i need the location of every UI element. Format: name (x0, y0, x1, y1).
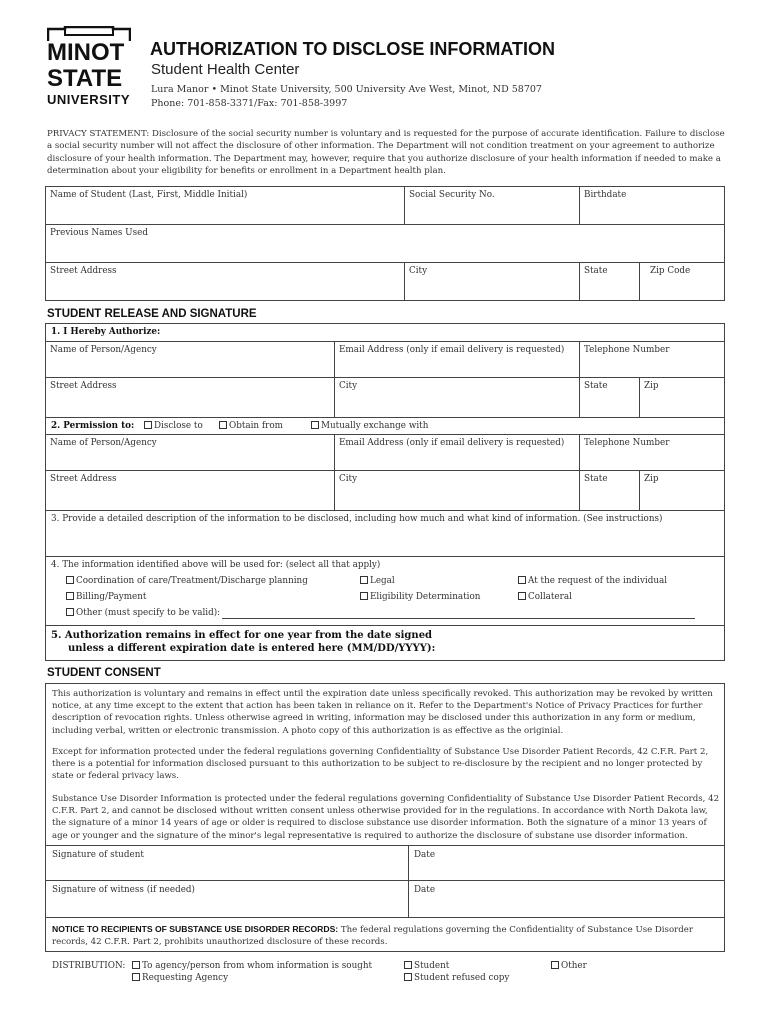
checkbox-icon[interactable] (66, 576, 74, 584)
previous-names-label: Previous Names Used (50, 228, 148, 238)
use-billing-label: Billing/Payment (76, 592, 147, 602)
distribution-requesting-option[interactable] (132, 973, 228, 984)
release-section-heading: STUDENT RELEASE AND SIGNATURE (47, 308, 257, 320)
expiration-field[interactable] (46, 626, 725, 660)
university-logo (45, 26, 135, 112)
disclose-to-label: Disclose to (154, 421, 203, 431)
checkbox-icon[interactable] (518, 576, 526, 584)
student-city-field[interactable] (405, 263, 580, 301)
authorize-email-label: Email Address (only if email delivery is requested) (339, 345, 565, 355)
permission-street-field[interactable] (46, 471, 335, 511)
use-coordination-label: Coordination of care/Treatment/Discharge planning (76, 576, 308, 586)
checkbox-icon[interactable] (66, 592, 74, 600)
ssn-label: Social Security No. (409, 190, 495, 200)
permission-zip-label: Zip (644, 474, 659, 484)
section-5-line2: unless a different expiration date is entered here (MM/DD/YYYY): (68, 643, 436, 654)
student-city-label: City (409, 266, 428, 276)
student-signature-label: Signature of student (52, 850, 144, 860)
distribution-refused-option[interactable] (404, 973, 509, 984)
consent-paragraph-1: This authorization is voluntary and remains in effect until the expiration date unless specifically revoked. This authorization may be revoked by written notice, at any time except to the extent that action has been taken in reliance on it. Refer to the Department's Notice of Privacy Practices for further description of revocation rights. Unless otherwise agreed in writing, information may be disclosed under this authorization in any form or medium, including verbal, written or electronic transmission. A photo copy of this authorization is as effective as the originial. (52, 689, 713, 736)
distribution-label: DISTRIBUTION: (52, 961, 126, 971)
authorize-zip-label: Zip (644, 381, 659, 391)
checkbox-icon[interactable] (219, 421, 227, 429)
student-street-field[interactable] (46, 263, 405, 301)
authorize-agency-label: Name of Person/Agency (50, 345, 157, 355)
authorize-city-field[interactable] (335, 378, 580, 418)
consent-paragraph-2: Except for information protected under the federal regulations governing Confidentiality of Substance Use Disorder Patient Records, 42 C.F.R. Part 2, there is a potential for information disclosed pursuant to this authorization to be subject to re-disclosure by the recipient and no longer protected by state or federal privacy laws. (52, 747, 709, 782)
section-2-row (46, 418, 725, 434)
student-signature-field[interactable] (52, 850, 402, 878)
distribution-requesting-label: Requesting Agency (142, 973, 229, 983)
authorize-phone-label: Telephone Number (584, 345, 670, 355)
section-4-text: 4. The information identified above will be used for: (select all that apply) (51, 560, 381, 570)
use-other-label: Other (must specify to be valid): (76, 608, 221, 618)
distribution-other-label: Other (561, 961, 587, 971)
permission-state-label: State (584, 474, 608, 484)
student-state-label: State (584, 266, 608, 276)
permission-phone-field[interactable] (580, 434, 725, 471)
disclose-to-option[interactable] (144, 421, 219, 432)
recipient-notice (52, 923, 722, 949)
section-2-title: 2. Permission to: (51, 421, 135, 431)
student-date-field[interactable] (414, 850, 714, 878)
student-zip-label: Zip Code (650, 266, 691, 276)
student-name-field[interactable] (46, 187, 405, 225)
distribution-refused-label: Student refused copy (414, 973, 510, 983)
permission-agency-label: Name of Person/Agency (50, 438, 157, 448)
permission-email-field[interactable] (335, 434, 580, 471)
witness-date-field[interactable] (414, 885, 714, 913)
birthdate-field[interactable] (580, 187, 725, 225)
obtain-from-label: Obtain from (229, 421, 283, 431)
checkbox-icon[interactable] (311, 421, 319, 429)
authorize-street-field[interactable] (46, 378, 335, 418)
authorize-email-field[interactable] (335, 341, 580, 378)
use-eligibility-option[interactable] (360, 592, 480, 603)
authorize-zip-field[interactable] (640, 378, 725, 418)
checkbox-icon[interactable] (551, 961, 559, 969)
ssn-field[interactable] (405, 187, 580, 225)
use-collateral-option[interactable] (518, 592, 572, 603)
student-state-field[interactable] (580, 263, 640, 301)
previous-names-field[interactable] (46, 225, 725, 263)
use-legal-label: Legal (370, 576, 395, 586)
logo-word-minot: MINOT (47, 39, 125, 66)
witness-signature-field[interactable] (52, 885, 402, 913)
distribution-agency-label: To agency/person from whom information is sought (142, 961, 373, 971)
use-coordination-option[interactable] (66, 576, 308, 587)
page-title: AUTHORIZATION TO DISCLOSE INFORMATION (150, 39, 555, 59)
checkbox-icon[interactable] (404, 973, 412, 981)
permission-phone-label: Telephone Number (584, 438, 670, 448)
student-street-label: Street Address (50, 266, 117, 276)
recipient-notice-text: The federal regulations governing the Confidentiality of Substance Use Disorder records, 42 C.F.R. Part 2, prohibits unauthorized disclosure of these records. (52, 925, 693, 948)
disclosure-description-field[interactable] (46, 511, 725, 557)
office-phone: Phone: 701-858-3371/Fax: 701-858-3997 (151, 98, 348, 109)
checkbox-icon[interactable] (132, 961, 140, 969)
logo-word-university: UNIVERSITY (47, 92, 131, 107)
authorize-city-label: City (339, 381, 358, 391)
witness-signature-label: Signature of witness (if needed) (52, 885, 195, 895)
birthdate-label: Birthdate (584, 190, 627, 200)
checkbox-icon[interactable] (132, 973, 140, 981)
use-legal-option[interactable] (360, 576, 395, 587)
student-name-label: Name of Student (Last, First, Middle Initial) (50, 190, 248, 200)
authorize-agency-field[interactable] (46, 341, 335, 378)
use-request-label: At the request of the individual (528, 576, 668, 586)
student-info-table (45, 186, 725, 301)
permission-street-label: Street Address (50, 474, 117, 484)
mutual-exchange-option[interactable] (311, 421, 428, 431)
checkbox-icon[interactable] (66, 608, 74, 616)
distribution-agency-option[interactable] (132, 961, 372, 972)
section-4-block (46, 557, 725, 626)
checkbox-icon[interactable] (404, 961, 412, 969)
logo-word-state: STATE (47, 65, 123, 92)
section-3-text: 3. Provide a detailed description of the information to be disclosed, including how much and what kind of information. (See instructions) (51, 514, 663, 524)
checkbox-icon[interactable] (518, 592, 526, 600)
section-1-title: 1. I Hereby Authorize: (51, 327, 161, 337)
distribution-other-option[interactable] (551, 961, 587, 972)
permission-city-field[interactable] (335, 471, 580, 511)
witness-date-label: Date (414, 885, 436, 895)
checkbox-icon[interactable] (144, 421, 152, 429)
checkbox-icon[interactable] (360, 576, 368, 584)
office-address: Lura Manor • Minot State University, 500 University Ave West, Minot, ND 58707 (151, 84, 542, 95)
divider (45, 917, 725, 918)
authorize-state-field[interactable] (580, 378, 640, 418)
use-other-option[interactable] (66, 608, 695, 619)
use-collateral-label: Collateral (528, 592, 572, 602)
use-request-option[interactable] (518, 576, 667, 587)
divider (45, 845, 725, 846)
authorize-state-label: State (584, 381, 608, 391)
page-subtitle: Student Health Center (151, 61, 300, 78)
consent-section-heading: STUDENT CONSENT (47, 667, 161, 679)
divider (408, 845, 409, 917)
divider (45, 880, 725, 881)
other-specify-line[interactable] (222, 618, 695, 619)
mutual-exchange-label: Mutually exchange with (321, 421, 429, 431)
release-table (45, 323, 725, 661)
authorize-phone-field[interactable] (580, 341, 725, 378)
privacy-statement: PRIVACY STATEMENT: Disclosure of the social security number is voluntary and is requested for the purpose of accurate identification. Failure to disclose a social security number will not affect the disclosure of other information. The Department will not condition treatment on your agreement to authorize disclosure of your health information. The Department may, however, require that you authorize disclosure of your health information if needed to make a determination about your eligibility for benefits or enrollment in a Department health plan. (47, 129, 725, 177)
use-eligibility-label: Eligibility Determination (370, 592, 481, 602)
permission-email-label: Email Address (only if email delivery is requested) (339, 438, 565, 448)
section-5-line1: 5. Authorization remains in effect for one year from the date signed (51, 630, 433, 641)
use-billing-option[interactable] (66, 592, 146, 603)
student-date-label: Date (414, 850, 436, 860)
distribution-student-option[interactable] (404, 961, 449, 972)
checkbox-icon[interactable] (360, 592, 368, 600)
recipient-notice-title: NOTICE TO RECIPIENTS OF SUBSTANCE USE DISORDER RECORDS: (52, 924, 339, 934)
consent-paragraph-3: Substance Use Disorder Information is protected under the federal regulations governing Confidentiality of Substance Use Disorder Patient Records, 42 C.F.R. Part 2, and cannot be disclosed without written consent unless otherwise provided for in the regulations. In accordance with North Dakota law, the signature of a minor 14 years of age or older is required to disclose substance use disorder information. Both the signature of a minor 13 years of age or younger and the signature of the minor's legal representative is required to authorize the disclosure of substane use disorder information. (52, 794, 720, 841)
student-zip-field[interactable] (640, 263, 725, 301)
obtain-from-option[interactable] (219, 421, 311, 432)
permission-agency-field[interactable] (46, 434, 335, 471)
distribution-student-label: Student (414, 961, 450, 971)
permission-state-field[interactable] (580, 471, 640, 511)
authorize-street-label: Street Address (50, 381, 117, 391)
permission-city-label: City (339, 474, 358, 484)
permission-zip-field[interactable] (640, 471, 725, 511)
